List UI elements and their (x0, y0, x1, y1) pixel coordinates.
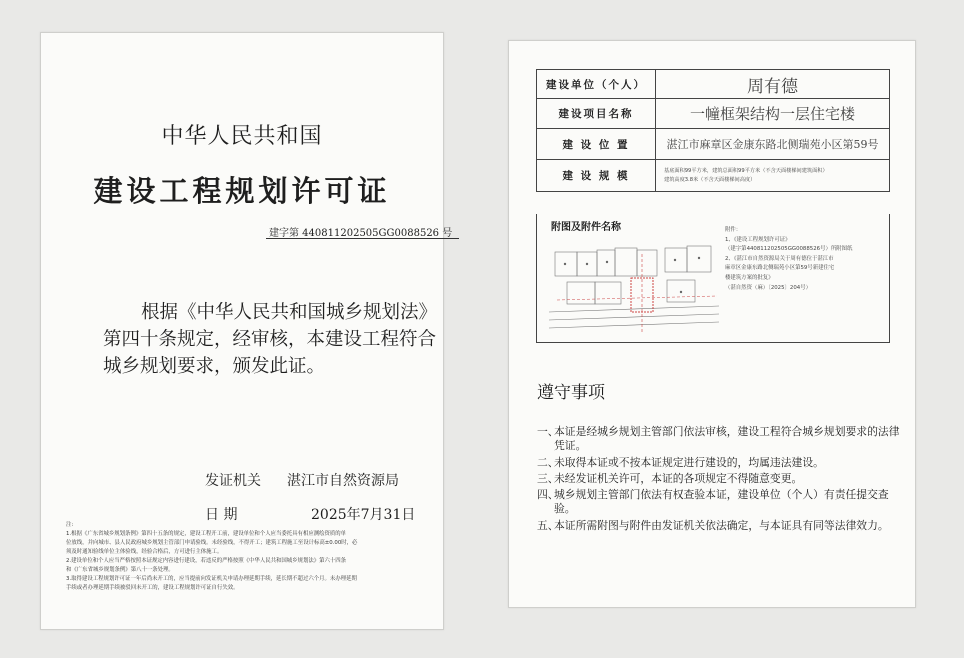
item-number: 五、 (537, 518, 559, 532)
permit-body-text: 根据《中华人民共和国城乡规划法》第四十条规定，经审核，本建设工程符合城乡规划要求，颁发此证。 (103, 302, 438, 377)
note-line: 位放线，并向城市、县人民政府城乡规划主管部门申请验线。未经验线，不得开工；建筑工程施工至设计标高±0.00时，必 (66, 540, 358, 546)
attachment-line: 附件： (725, 227, 742, 233)
note-line: 注: (66, 522, 74, 528)
attachments-list (725, 226, 885, 293)
item-text: 未取得本证或不按本证规定进行建设的，均属违法建设。 (554, 455, 824, 469)
row-label: 建设单位（个人） (537, 70, 656, 98)
item-number: 一、 (537, 425, 559, 438)
project-info-table (536, 69, 890, 192)
attachment-line: （建字第440811202505GG0088526号）所附图纸 (725, 246, 853, 253)
list-item (537, 472, 905, 486)
permit-number: 建字第 440811202505GG0088526 号 (269, 228, 453, 239)
date-label: 日 期 (205, 507, 238, 523)
list-item (537, 425, 905, 454)
note-line: 3.取得建设工程规划许可证一年后尚未开工的，应当提前向发证机关申请办理延期手续，延长期不超过六个月。未办理延期 (66, 576, 357, 582)
permit-details-page (508, 40, 916, 608)
attachment-line: （湛自然资（麻）〔2025〕204号） (725, 284, 811, 291)
scale-line: 基底面积99平方米，建筑总面积99平方米（不含天面楼梯间建筑面积） (664, 168, 828, 174)
attachment-line: 2、《湛江市自然资源局关于周有德位于湛江市 (725, 255, 834, 262)
attachments-title: 附图及附件名称 (551, 222, 621, 233)
issue-date: 2025年7月31日 (311, 507, 416, 523)
item-number: 二、 (537, 455, 559, 469)
item-number: 三、 (537, 471, 559, 485)
permit-number-underline (266, 238, 459, 239)
attachment-line: 1、《建设工程规划许可证》 (725, 236, 791, 243)
attachment-line: 楼建筑方案的批复》 (725, 274, 774, 281)
row-label: 建 设 位 置 (537, 129, 656, 159)
issuer-name: 湛江市自然资源局 (287, 473, 399, 489)
project-scale (656, 160, 889, 191)
attachments-box (536, 214, 890, 343)
compliance-list (537, 425, 905, 535)
table-row (537, 70, 889, 99)
project-name: 一幢框架结构一层住宅楼 (689, 105, 855, 123)
item-text: 未经发证机关许可，本证的各项规定不得随意变更。 (554, 471, 803, 485)
note-line: 须及时通知验线单位主体验线，经验合格后，方可进行主体施工。 (66, 549, 223, 555)
project-location: 湛江市麻章区金康东路北侧瑞苑小区第59号 (666, 138, 879, 151)
site-plan-drawing (547, 234, 722, 338)
compliance-title: 遵守事项 (537, 383, 605, 403)
table-row (537, 160, 889, 191)
note-line: 1.根据《广东省城乡规划条例》第四十五条的规定，建设工程开工前，建设单位和个人应当委托具有相应测绘资质的单 (66, 531, 347, 537)
scale-line: 建筑高度3.8米（不含天面楼梯间高度） (664, 176, 756, 183)
table-row (537, 99, 889, 129)
note-line: 和《广东省城乡规划条例》第八十一条处理。 (66, 567, 174, 573)
permit-cover-page (40, 32, 453, 630)
list-item (537, 519, 905, 533)
applicant-name: 周有德 (747, 76, 798, 97)
table-row (537, 129, 889, 160)
item-text: 本证是经城乡规划主管部门依法审核，建设工程符合城乡规划要求的法律凭证。 (554, 425, 900, 453)
list-item (537, 488, 905, 517)
permit-title: 建设工程规划许可证 (93, 174, 391, 208)
permit-notes (66, 521, 436, 593)
country-name: 中华人民共和国 (161, 124, 323, 149)
attachment-line: 麻章区金康东路北侧瑞苑小区第59号新建住宅 (725, 265, 835, 272)
row-label: 建设项目名称 (537, 99, 656, 128)
list-item (537, 456, 905, 470)
row-label: 建 设 规 模 (537, 160, 656, 191)
issuer-label: 发证机关 (205, 473, 261, 489)
item-text: 城乡规划主管部门依法有权查验本证，建设单位（个人）有责任提交查验。 (554, 488, 889, 516)
item-number: 四、 (537, 488, 559, 502)
item-text: 本证所需附图与附件由发证机关依法确定，与本证具有同等法律效力。 (554, 518, 889, 532)
note-line: 2.建设单位和个人应当严格按照本证规定内容进行建设，若违反的严格按照《中华人民共和国城乡规划法》第六十四条 (66, 558, 347, 564)
note-line: 手续或者办理延期手续被驳回未开工的，建设工程规划许可证自行失效。 (66, 585, 239, 591)
